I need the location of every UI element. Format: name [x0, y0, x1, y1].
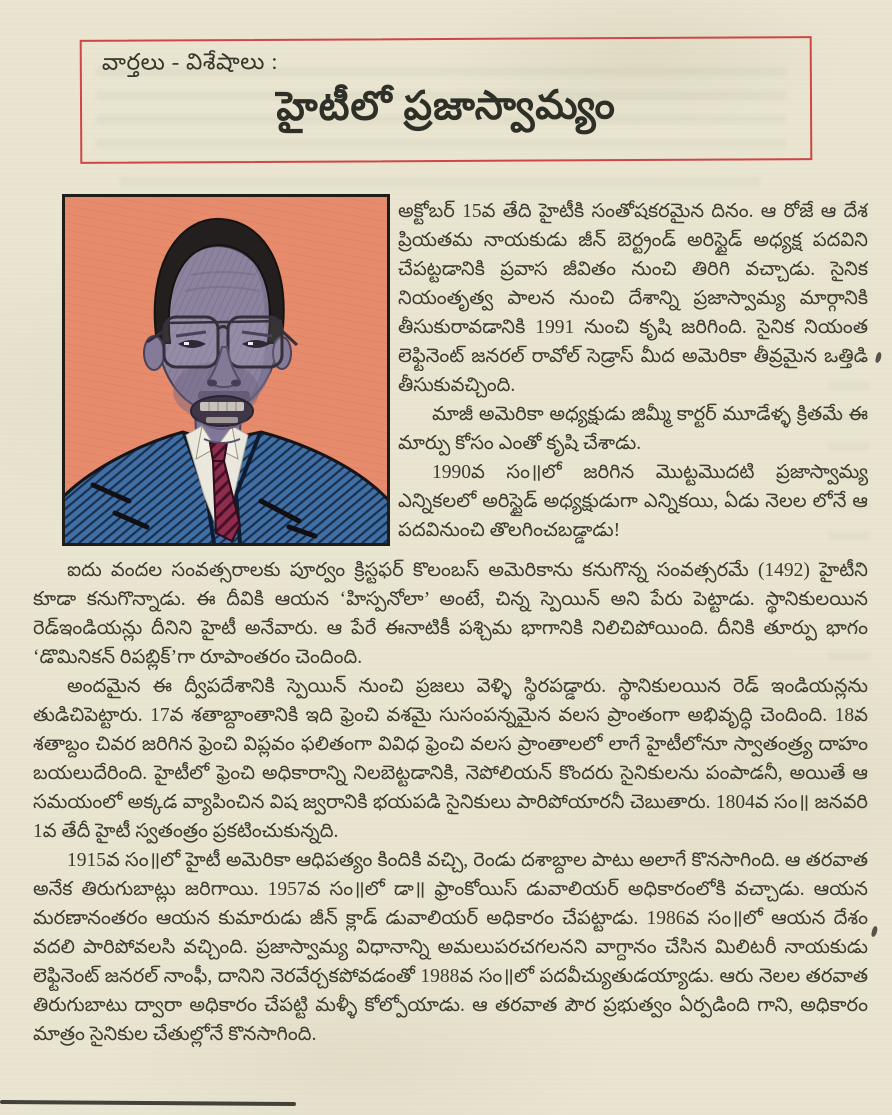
- article-paragraph: ఐదు వందల సంవత్సరాలకు పూర్వం క్రిస్టఫర్ కొలంబస్ అమెరికాను కనుగొన్న సంవత్సరమే (1492) హైటీని కూడా కనుగొన్నాడు. ఈ దీవికి ఆయన ‘హిస్పనోలా’ అంటే, చిన్న స్పెయిన్ అని పేరు పెట్టాడు. స్థానికులయిన రెడ్‌ఇండియన్లు దీనిని హైటీ అనేవారు. ఆ పేరే ఈనాటికీ పశ్చిమ భాగానికి నిలిచిపోయింది. దీనికి తూర్పు భాగం ‘డొమినికన్ రిపబ్లిక్’గా రూపాంతరం చెందింది.: [33, 560, 868, 668]
- stray-ink-mark: [875, 352, 883, 364]
- article-paragraph: మాజీ అమెరికా అధ్యక్షుడు జిమ్మీ కార్టర్ మూడేళ్ళ క్రితమే ఈ మార్పు కోసం ఎంతో కృషి చేశాడు.: [398, 404, 868, 454]
- nostril-left: [207, 380, 217, 387]
- tie-knot: [210, 443, 227, 461]
- stray-ink-mark: [871, 926, 879, 938]
- eye-glint-right: [248, 342, 253, 345]
- eye-glint-left: [184, 342, 189, 345]
- teeth-lower: [206, 417, 238, 423]
- aristide-portrait-illustration: [65, 197, 387, 543]
- print-bleed-ghost: [120, 168, 760, 186]
- aristide-portrait-frame: [62, 194, 390, 546]
- teeth-upper: [200, 402, 244, 411]
- magazine-header-box: [80, 36, 813, 164]
- body-section: [33, 556, 868, 1109]
- nostril-right: [231, 380, 241, 387]
- article-paragraph: 1915వ సం॥లో హైటీ అమెరికా ఆధిపత్యం కిందికి వచ్చి, రెండు దశాబ్దాల పాటు అలాగే కొనసాగింది. ఆ తరవాత అనేక తిరుగుబాట్లు జరిగాయి. 1957వ సం॥లో డా॥ ఫ్రాంకోయిస్ డువాలియర్ అధికారంలోకి వచ్చాడు. ఆయన మరణానంతరం ఆయన కుమారుడు జీన్ క్లాడ్ డువాలియర్ అధికారం చేపట్టాడు. 1986వ సం॥లో ఆయన దేశం వదలి పారిపోవలసి వచ్చింది. ప్రజాస్వామ్య విధానాన్ని అమలుపరచగలనని వాగ్దానం చేసిన మిలిటరీ నాయకుడు లెఫ్టినెంట్ జనరల్ నాంఫీ, దానిని నెరవేర్చకపోవడంతో 1988వ సం॥లో పదవీచ్యుతుడయ్యాడు. ఆరు నెలల తరవాత తిరుగుబాటు ద్వారా అధికారం చేపట్టి మళ్ళీ కోల్పోయాడు. ఆ తరవాత పౌర ప్రభుత్వం ఏర్పడింది గాని, అధికారం మాత్రం సైనికుల చేతుల్లోనే కొనసాగింది.: [33, 850, 868, 1045]
- article-paragraph: అందమైన ఈ ద్వీపదేశానికి స్పెయిన్ నుంచి ప్రజలు వెళ్ళి స్థిరపడ్డారు. స్థానికులయిన రెడ్ ఇండియన్లను తుడిచిపెట్టారు. 17వ శతాబ్దాంతానికి ఇది ఫ్రెంచి వశమై సుసంపన్నమైన వలస ప్రాంతంగా అభివృద్ధి చెందింది. 18వ శతాబ్దం చివర జరిగిన ఫ్రెంచి విప్లవం ఫలితంగా వివిధ ఫ్రెంచి వలస ప్రాంతాలలో లాగే హైటీలోనూ స్వాతంత్ర్య దాహం బయలుదేరింది. హైటీలో ఫ్రెంచి అధికారాన్ని నిలబెట్టడానికి, నెపోలియన్ కొందరు సైనికులను పంపాడనీ, అయితే ఆ సమయంలో అక్కడ వ్యాపించిన విష జ్వరానికి భయపడి సైనికులు పారిపోయారనీ చెబుతారు. 1804వ సం॥ జనవరి 1వ తేదీ హైటీ స్వతంత్రం ప్రకటించుకున్నది.: [33, 676, 868, 842]
- section-kicker: వార్తలు - విశేషాలు :: [101, 48, 279, 75]
- article-paragraph: అక్టోబర్ 15వ తేది హైటీకి సంతోషకరమైన దినం. ఆ రోజే ఆ దేశ ప్రియతమ నాయకుడు జీన్ బెర్ట్రండ్ అరిస్టైడ్ అధ్యక్ష పదవిని చేపట్టడానికి ప్రవాస జీవితం నుంచి తిరిగి వచ్చాడు. సైనిక నియంతృత్వ పాలన నుంచి దేశాన్ని ప్రజాస్వామ్య మార్గానికి తీసుకురావడానికి 1991 నుంచి కృషి జరిగింది. సైనిక నియంత లెఫ్టినెంట్ జనరల్ రావోల్ సెడ్రాస్ మీద అమెరికా తీవ్రమైన ఒత్తిడి తీసుకువచ్చింది.: [398, 201, 868, 396]
- article-paragraph: 1990వ సం॥లో జరిగిన మొట్టమొదటి ప్రజాస్వామ్య ఎన్నికలలో అరిస్టైడ్ అధ్యక్షుడుగా ఎన్నికయి, ఏడు నెలల లోనే ఆ పదవినుంచి తొలగించబడ్డాడు!: [398, 462, 868, 541]
- article-title: హైటీలో ప్రజాస్వామ్యం: [276, 82, 616, 129]
- intro-column: [398, 197, 868, 548]
